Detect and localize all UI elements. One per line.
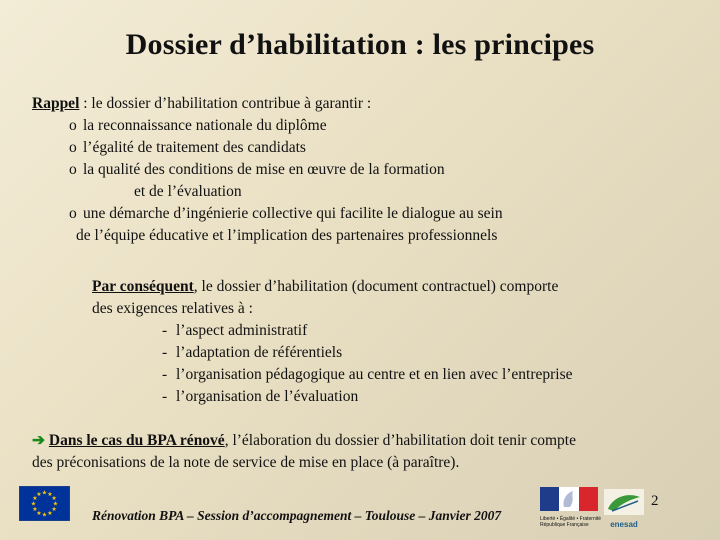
consequence-intro: [92, 276, 573, 298]
consequence-item: [92, 386, 573, 408]
footer-text: Rénovation BPA – Session d’accompagnement – Toulouse – Janvier 2007: [92, 508, 502, 523]
rappel-intro-text: : le dossier d’habilitation contribue à garantir :: [79, 95, 372, 112]
bullet-glyph: o: [69, 205, 77, 222]
dash-glyph: -: [162, 322, 168, 339]
consequence-item-text: l’adaptation de référentiels: [176, 344, 343, 361]
dash-glyph: -: [162, 388, 168, 405]
bullet-glyph: o: [69, 139, 77, 156]
enesad-logo: [604, 489, 644, 527]
eu-star-icon: ★: [41, 512, 48, 519]
arrow-right-icon: ➔: [32, 432, 45, 449]
rappel-label: Rappel: [32, 95, 80, 112]
bullet-glyph: o: [69, 161, 77, 178]
bpa-label: Dans le cas du BPA rénové: [48, 432, 225, 449]
consequence-label: Par conséquent: [92, 278, 194, 295]
rappel-item: [32, 159, 503, 181]
eu-star-icon: ★: [51, 496, 57, 502]
page-title: Dossier d’habilitation : les principes: [125, 28, 595, 61]
rappel-item-text: la reconnaissance nationale du diplôme: [83, 117, 327, 134]
consequence-item: [92, 342, 573, 364]
bpa-intro: [32, 430, 576, 452]
rappel-item: [32, 203, 503, 225]
marianne-icon: [540, 487, 598, 511]
republique-francaise-logo: [540, 487, 602, 528]
enesad-leaf-icon: [604, 489, 644, 515]
bullet-glyph: o: [69, 117, 77, 134]
rappel-item-continuation: et de l’évaluation: [134, 183, 242, 200]
eu-star-icon: ★: [30, 501, 37, 508]
rappel-item: [32, 115, 503, 137]
eu-star-icon: ★: [36, 491, 42, 498]
consequence-item-text: l’organisation pédagogique au centre et en lien avec l’entreprise: [176, 366, 573, 383]
eu-star-icon: ★: [47, 491, 53, 498]
eu-star-icon: ★: [52, 501, 59, 508]
page-number: 2: [651, 493, 659, 509]
rappel-item-text: la qualité des conditions de mise en œuvre de la formation: [83, 161, 445, 178]
dash-glyph: -: [162, 344, 168, 361]
consequence-block: [92, 276, 573, 408]
dash-glyph: -: [162, 366, 168, 383]
eu-star-icon: ★: [36, 511, 42, 518]
rf-logo-motto: Liberté • Égalité • Fraternité: [540, 516, 602, 522]
bpa-text-line2: des préconisations de la note de service de mise en place (à paraître).: [32, 454, 460, 471]
rappel-item: [32, 137, 503, 159]
rappel-item-continuation: de l’équipe éducative et l’implication des partenaires professionnels: [76, 227, 498, 244]
consequence-item: [92, 364, 573, 386]
consequence-item-text: l’organisation de l’évaluation: [176, 388, 359, 405]
enesad-logo-text: enesad: [610, 520, 638, 529]
consequence-text-line2: des exigences relatives à :: [92, 300, 253, 317]
eu-star-icon: ★: [32, 507, 38, 513]
eu-star-icon: ★: [41, 490, 48, 497]
bpa-text: , l’élaboration du dossier d’habilitation doit tenir compte: [224, 432, 576, 449]
bpa-block: [32, 430, 576, 474]
rappel-block: [32, 93, 503, 247]
consequence-item: [92, 320, 573, 342]
consequence-item-text: l’aspect administratif: [176, 322, 308, 339]
rf-logo-name: République Française: [540, 522, 589, 528]
rappel-item-text: l’égalité de traitement des candidats: [83, 139, 306, 156]
eu-star-icon: ★: [47, 511, 53, 518]
eu-star-icon: ★: [32, 496, 38, 502]
rappel-item-text: une démarche d’ingénierie collective qui facilite le dialogue au sein: [83, 205, 503, 222]
eu-star-icon: ★: [51, 507, 57, 513]
eu-flag-logo: [19, 486, 70, 521]
rappel-intro: [32, 93, 503, 115]
consequence-text: , le dossier d’habilitation (document contractuel) comporte: [193, 278, 559, 295]
